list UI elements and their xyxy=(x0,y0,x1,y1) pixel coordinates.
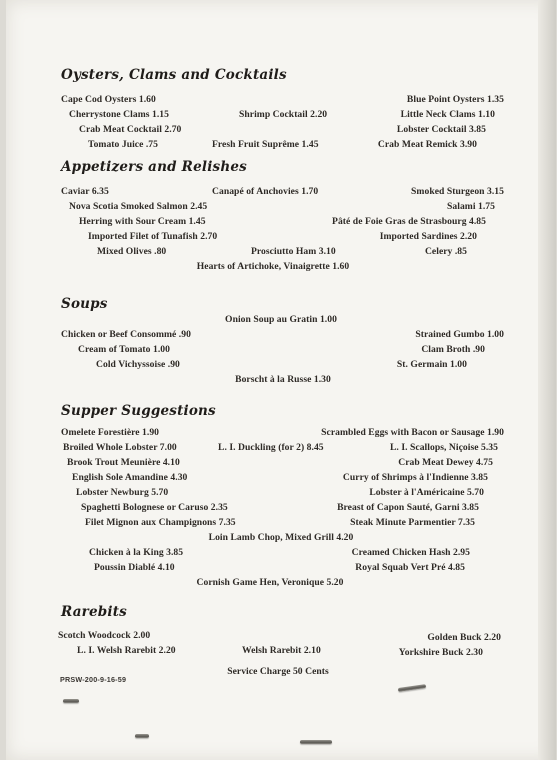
staple-mark xyxy=(63,699,79,703)
section-heading-soups: Soups xyxy=(61,296,108,312)
menu-item: Prosciutto Ham 3.10 xyxy=(251,246,336,257)
menu-item: Borscht à la Russe 1.30 xyxy=(235,374,331,385)
menu-item: Shrimp Cocktail 2.20 xyxy=(239,109,328,120)
section-heading-oysters: Oysters, Clams and Cocktails xyxy=(61,67,287,83)
section-heading-appetizers: Appetizers and Relishes xyxy=(61,159,247,175)
menu-item: Omelete Forestière 1.90 xyxy=(61,427,160,438)
menu-item: Hearts of Artichoke, Vinaigrette 1.60 xyxy=(196,261,350,272)
menu-item: Smoked Sturgeon 3.15 xyxy=(411,186,504,197)
menu-item: Scotch Woodcock 2.00 xyxy=(58,630,151,641)
menu-item: Caviar 6.35 xyxy=(61,186,109,197)
menu-item: Welsh Rarebit 2.10 xyxy=(242,645,321,656)
menu-item: Nova Scotia Smoked Salmon 2.45 xyxy=(69,201,208,212)
staple-mark xyxy=(300,740,332,744)
menu-item: Brook Trout Meunière 4.10 xyxy=(67,457,180,468)
menu-item: Little Neck Clams 1.10 xyxy=(400,109,495,120)
page-edge-shadow xyxy=(538,0,556,760)
menu-item: Celery .85 xyxy=(424,246,467,257)
menu-item: Spaghetti Bolognese or Caruso 2.35 xyxy=(81,502,228,513)
menu-item: Strained Gumbo 1.00 xyxy=(415,329,504,340)
menu-item: Broiled Whole Lobster 7.00 xyxy=(63,442,177,453)
menu-item: Lobster Cocktail 3.85 xyxy=(396,124,486,135)
menu-item: L. I. Duckling (for 2) 8.45 xyxy=(218,442,324,453)
menu-item: Royal Squab Vert Pré 4.85 xyxy=(355,562,465,573)
menu-item: Chicken or Beef Consommé .90 xyxy=(61,329,191,340)
print-code: PRSW-200-9-16-59 xyxy=(60,675,127,684)
menu-item: Cream of Tomato 1.00 xyxy=(78,344,170,355)
section-heading-supper: Supper Suggestions xyxy=(61,403,216,419)
menu-item: Imported Sardines 2.20 xyxy=(379,231,477,242)
menu-item: Chicken à la King 3.85 xyxy=(89,547,184,558)
menu-item: L. I. Welsh Rarebit 2.20 xyxy=(77,645,176,656)
menu-item: Filet Mignon aux Champignons 7.35 xyxy=(85,517,236,528)
menu-item: Blue Point Oysters 1.35 xyxy=(406,94,504,105)
menu-item: Cape Cod Oysters 1.60 xyxy=(61,94,156,105)
menu-item: Salami 1.75 xyxy=(447,201,495,212)
menu-item: Scrambled Eggs with Bacon or Sausage 1.90 xyxy=(321,427,504,438)
menu-item: Lobster Newburg 5.70 xyxy=(76,487,169,498)
menu-item: L. I. Scallops, Niçoise 5.35 xyxy=(389,442,498,453)
menu-item: Cold Vichyssoise .90 xyxy=(96,359,180,370)
menu-item: Creamed Chicken Hash 2.95 xyxy=(351,547,470,558)
menu-item: St. Germain 1.00 xyxy=(396,359,467,370)
menu-item: Cornish Game Hen, Veronique 5.20 xyxy=(196,577,344,588)
menu-item: Steak Minute Parmentier 7.35 xyxy=(350,517,475,528)
menu-item: Tomato Juice .75 xyxy=(88,139,158,150)
menu-item: Crab Meat Remick 3.90 xyxy=(377,139,477,150)
menu-item: Fresh Fruit Suprême 1.45 xyxy=(212,139,319,150)
menu-item: Mixed Olives .80 xyxy=(97,246,167,257)
menu-item: Cherrystone Clams 1.15 xyxy=(69,109,169,120)
staple-mark xyxy=(135,734,149,738)
menu-item: Golden Buck 2.20 xyxy=(427,632,501,643)
menu-item: Onion Soup au Gratin 1.00 xyxy=(225,314,337,325)
menu-item: Crab Meat Dewey 4.75 xyxy=(398,457,493,468)
menu-item: Lobster à l'Américaine 5.70 xyxy=(369,487,484,498)
menu-item: Crab Meat Cocktail 2.70 xyxy=(79,124,182,135)
menu-item: Pâté de Foie Gras de Strasbourg 4.85 xyxy=(332,216,486,227)
menu-item: English Sole Amandine 4.30 xyxy=(72,472,188,483)
menu-item: Loin Lamb Chop, Mixed Grill 4.20 xyxy=(208,532,354,543)
menu-item: Yorkshire Buck 2.30 xyxy=(398,647,483,658)
menu-item: Clam Broth .90 xyxy=(421,344,485,355)
service-charge: Service Charge 50 Cents xyxy=(227,666,329,677)
menu-item: Curry of Shrimps à l'Indienne 3.85 xyxy=(342,472,488,483)
section-heading-rarebits: Rarebits xyxy=(61,604,127,620)
menu-item: Breast of Capon Sauté, Garni 3.85 xyxy=(337,502,479,513)
menu-item: Herring with Sour Cream 1.45 xyxy=(79,216,206,227)
menu-item: Imported Filet of Tunafish 2.70 xyxy=(88,231,218,242)
menu-item: Canapé of Anchovies 1.70 xyxy=(212,186,319,197)
menu-item: Poussin Diablé 4.10 xyxy=(94,562,175,573)
